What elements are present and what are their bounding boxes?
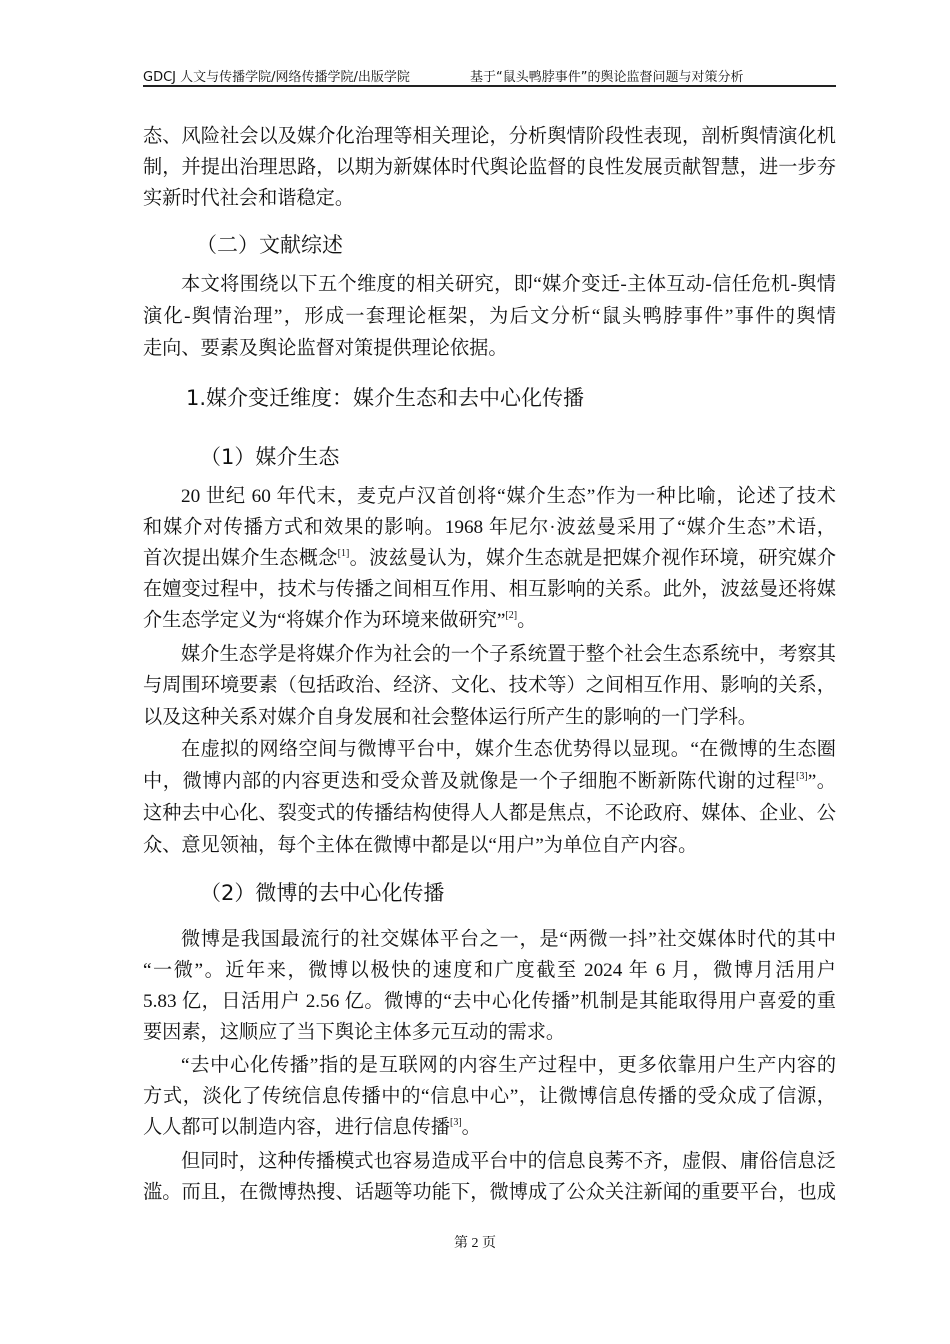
paragraph-line (181, 643, 836, 667)
paragraph-line (143, 770, 836, 794)
text-run: 态、风险社会以及媒介化治理等相关理论，分析舆情阶段性表现，剖析舆情演化机 (143, 126, 836, 147)
paragraph-line (143, 802, 836, 826)
running-header-institution: GDCJ 人文与传播学院/网络传播学院/出版学院 (143, 70, 410, 85)
text-run: 制，并提出治理思路，以期为新媒体时代舆论监督的良性发展贡献智慧，进一步夯 (143, 157, 836, 178)
section-heading: （二）文献综述 (196, 233, 343, 257)
text-run: 20 世纪 60 年代末，麦克卢汉首创将“媒介生态”作为一种比喻，论述了技术 (181, 486, 836, 507)
paragraph-line (143, 337, 836, 361)
text-run: 众、意见领袖，每个主体在微博中都是以“用户”为单位自产内容。 (143, 835, 698, 856)
paragraph-line (143, 547, 836, 571)
citation-marker: [2] (505, 610, 518, 621)
paragraph-line (181, 1150, 836, 1174)
text-run: 5.83 亿，日活用户 2.56 亿。微博的“去中心化传播”机制是其能取得用户喜爱的重 (143, 991, 836, 1012)
text-run: 以及这种关系对媒介自身发展和社会整体运行所产生的影响的一门学科。 (143, 707, 757, 728)
paragraph-line (143, 156, 836, 180)
paragraph-line (181, 485, 836, 509)
text-run: 滥。而且，在微博热搜、话题等功能下，微博成了公众关注新闻的重要平台，也成 (143, 1182, 836, 1203)
text-run: 演化-舆情治理”，形成一套理论框架，为后文分析“鼠头鸭脖事件”事件的舆情 (143, 306, 836, 327)
text-run: 实新时代社会和谐稳定。 (143, 188, 355, 209)
paragraph-line (143, 125, 836, 149)
citation-marker: [3] (450, 1117, 462, 1128)
text-run: 走向、要素及舆论监督对策提供理论依据。 (143, 338, 508, 359)
section-heading: （2）微博的去中心化传播 (200, 881, 445, 905)
text-run: 但同时，这种传播模式也容易造成平台中的信息良莠不齐，虚假、庸俗信息泛 (181, 1151, 836, 1172)
paragraph-line (143, 1021, 836, 1045)
text-run: 微博是我国最流行的社交媒体平台之一，是“两微一抖”社交媒体时代的其中 (181, 929, 836, 950)
paragraph-line (143, 516, 836, 540)
running-header-title: 基于“鼠头鸭脖事件”的舆论监督问题与对策分析 (470, 70, 744, 85)
paragraph-line (143, 959, 836, 983)
paragraph-line (181, 738, 836, 762)
text-run: 在嬗变过程中，技术与传播之间相互作用、相互影响的关系。此外，波兹曼还将媒 (143, 579, 836, 600)
paragraph-line (143, 706, 836, 730)
paragraph-line (143, 578, 836, 602)
text-run: 在虚拟的网络空间与微博平台中，媒介生态优势得以显现。“在微博的生态圈 (181, 739, 836, 760)
paragraph-line (143, 1085, 836, 1109)
paragraph-line (143, 187, 836, 211)
text-run: 。 (461, 1117, 481, 1138)
paragraph-line (143, 1116, 836, 1140)
text-run: “去中心化传播”指的是互联网的内容生产过程中，更多依靠用户生产内容的 (181, 1055, 836, 1076)
text-run: 要因素，这顺应了当下舆论主体多元互动的需求。 (143, 1022, 566, 1043)
header-rule (143, 85, 836, 87)
citation-marker: [1] (337, 548, 350, 559)
paragraph-line (143, 609, 836, 633)
text-run: 方式，淡化了传统信息传播中的“信息中心”，让微博信息传播的受众成了信源， (143, 1086, 836, 1107)
page-number: 第 2 页 (454, 1236, 496, 1251)
text-run: 。波兹曼认为，媒介生态就是把媒介视作环境，研究媒介 (349, 548, 837, 569)
text-run: 媒介生态学是将媒介作为社会的一个子系统置于整个社会生态系统中，考察其 (181, 644, 836, 665)
text-run: 。 (517, 610, 537, 631)
text-run: 本文将围绕以下五个维度的相关研究，即“媒介变迁-主体互动-信任危机-舆情 (181, 274, 836, 295)
text-run: 介生态学定义为“将媒介作为环境来做研究” (143, 610, 506, 631)
text-run: ”。 (807, 771, 836, 792)
text-run: 这种去中心化、裂变式的传播结构使得人人都是焦点，不论政府、媒体、企业、公 (143, 803, 836, 824)
text-run: 与周围环境要素（包括政治、经济、文化、技术等）之间相互作用、影响的关系， (143, 675, 836, 696)
paragraph-line (143, 305, 836, 329)
paragraph-line (143, 990, 836, 1014)
paragraph-line (181, 273, 836, 297)
text-run: 中，微博内部的内容更迭和受众普及就像是一个子细胞不断新陈代谢的过程 (143, 771, 797, 792)
text-run: 和媒介对传播方式和效果的影响。1968 年尼尔·波兹曼采用了“媒介生态”术语， (143, 517, 836, 538)
text-run: 人人都可以制造内容，进行信息传播 (143, 1117, 450, 1138)
paragraph-line (143, 834, 836, 858)
section-heading: 1.媒介变迁维度：媒介生态和去中心化传播 (186, 386, 585, 410)
citation-marker: [3] (796, 771, 808, 782)
paragraph-line (143, 674, 836, 698)
text-run: 首次提出媒介生态概念 (143, 548, 338, 569)
section-heading: （1）媒介生态 (200, 445, 340, 469)
text-run: “一微”。近年来，微博以极快的速度和广度截至 2024 年 6 月，微博月活用户 (143, 960, 836, 981)
paragraph-line (181, 1054, 836, 1078)
paragraph-line (143, 1181, 836, 1205)
paragraph-line (181, 928, 836, 952)
